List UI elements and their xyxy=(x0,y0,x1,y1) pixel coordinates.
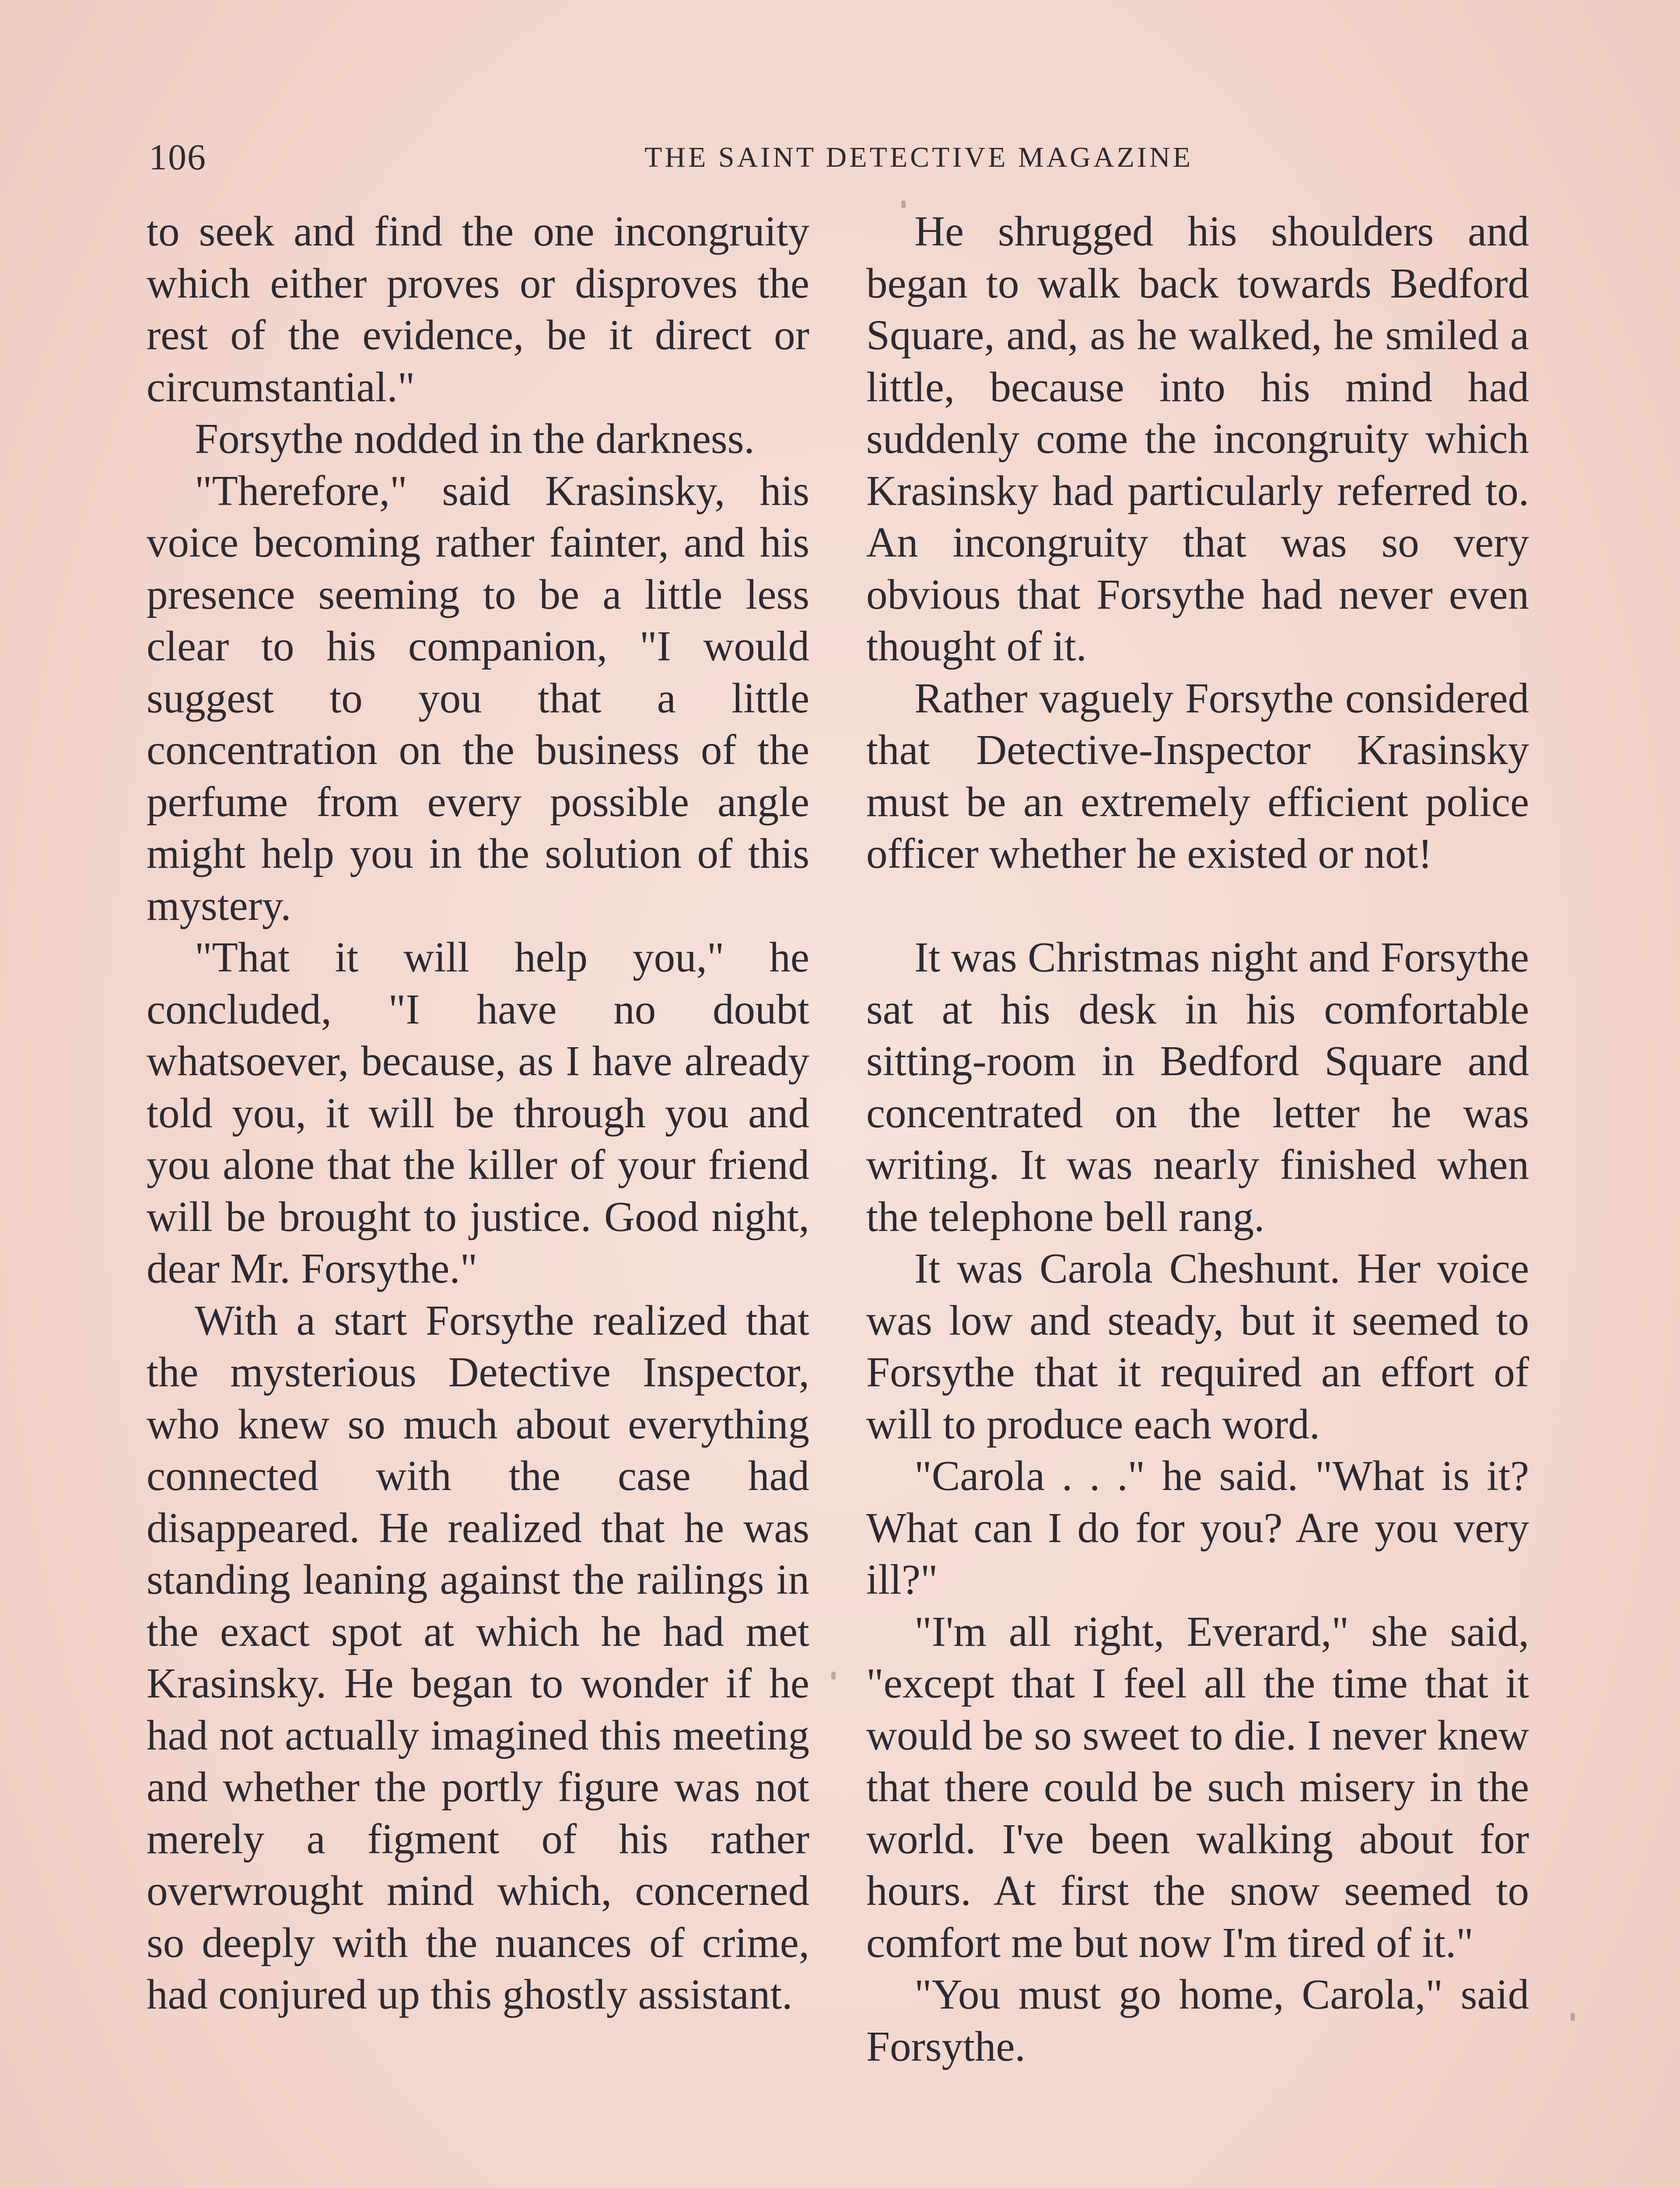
print-speck xyxy=(831,1672,836,1680)
magazine-title: THE SAINT DETECTIVE MAGAZINE xyxy=(644,141,1193,173)
paragraph: Forsythe nodded in the darkness. xyxy=(195,415,755,462)
paragraph: to seek and find the one incongruity which either proves or disproves the rest of the evidence, be it direct or circumstantial." xyxy=(147,208,809,410)
print-speck xyxy=(901,200,906,208)
paragraph: With a start Forsythe realized that the mysterious Detective Inspector, who knew so much about everything connected with the case had disappeared. He realized that he was standing leaning against the railings in the exact spot at which he had met Krasinsky. He began to wonder if he had not actually imagined this meeting and whether the portly figure was not merely a figment of his rather overwrought mind which, concerned so deeply with the nuances of crime, had conjured up this ghostly assistant. xyxy=(147,1297,809,2018)
paragraph: "I'm all right, Everard," she said, "except that I feel all the time that it would be so sweet to die. I never knew that there could be such misery in the world. I've been walking about for hours. At first the snow seemed to comfort me but now I'm tired of it." xyxy=(866,1608,1529,1966)
page-number: 106 xyxy=(149,137,206,178)
paragraph-section-start: It was Christmas night and Forsythe sat at his desk in his comfortable sitting-room in Bedford Square and concentrated on the letter he was writing. It was nearly finished when the telephone bell rang. xyxy=(866,934,1529,1240)
left-column xyxy=(147,206,809,2021)
paragraph: "You must go home, Carola," said Forsythe. xyxy=(866,1971,1529,2070)
paragraph: "Carola . . ." he said. "What is it? What can I do for you? Are you very ill?" xyxy=(866,1452,1529,1603)
paragraph: It was Carola Cheshunt. Her voice was low and steady, but it seemed to Forsythe that it required an effort of will to produce each word. xyxy=(866,1245,1529,1448)
print-speck xyxy=(1571,2013,1575,2021)
right-column xyxy=(866,206,1529,2072)
paragraph: "Therefore," said Krasinsky, his voice becoming rather fainter, and his presence seeming to be a little less clear to his companion, "I would suggest to you that a little concentration on the business of the perfume from every possible angle might help you in the solution of this mystery. xyxy=(147,467,809,929)
paragraph: He shrugged his shoulders and began to walk back towards Bedford Square, and, as he walked, he smiled a little, because into his mind had suddenly come the incongruity which Krasinsky had particularly referred to. An incongruity that was so very obvious that Forsythe had never even thought of it. xyxy=(866,208,1529,670)
paragraph: "That it will help you," he concluded, "I have no doubt whatsoever, because, as I have already told you, it will be through you and you alone that the killer of your friend will be brought to justice. Good night, dear Mr. Forsythe." xyxy=(147,934,809,1292)
running-head xyxy=(149,131,1531,184)
paragraph: Rather vaguely Forsythe considered that Detective-Inspector Krasinsky must be an extremely efficient police officer whether he existed or not! xyxy=(866,674,1529,877)
